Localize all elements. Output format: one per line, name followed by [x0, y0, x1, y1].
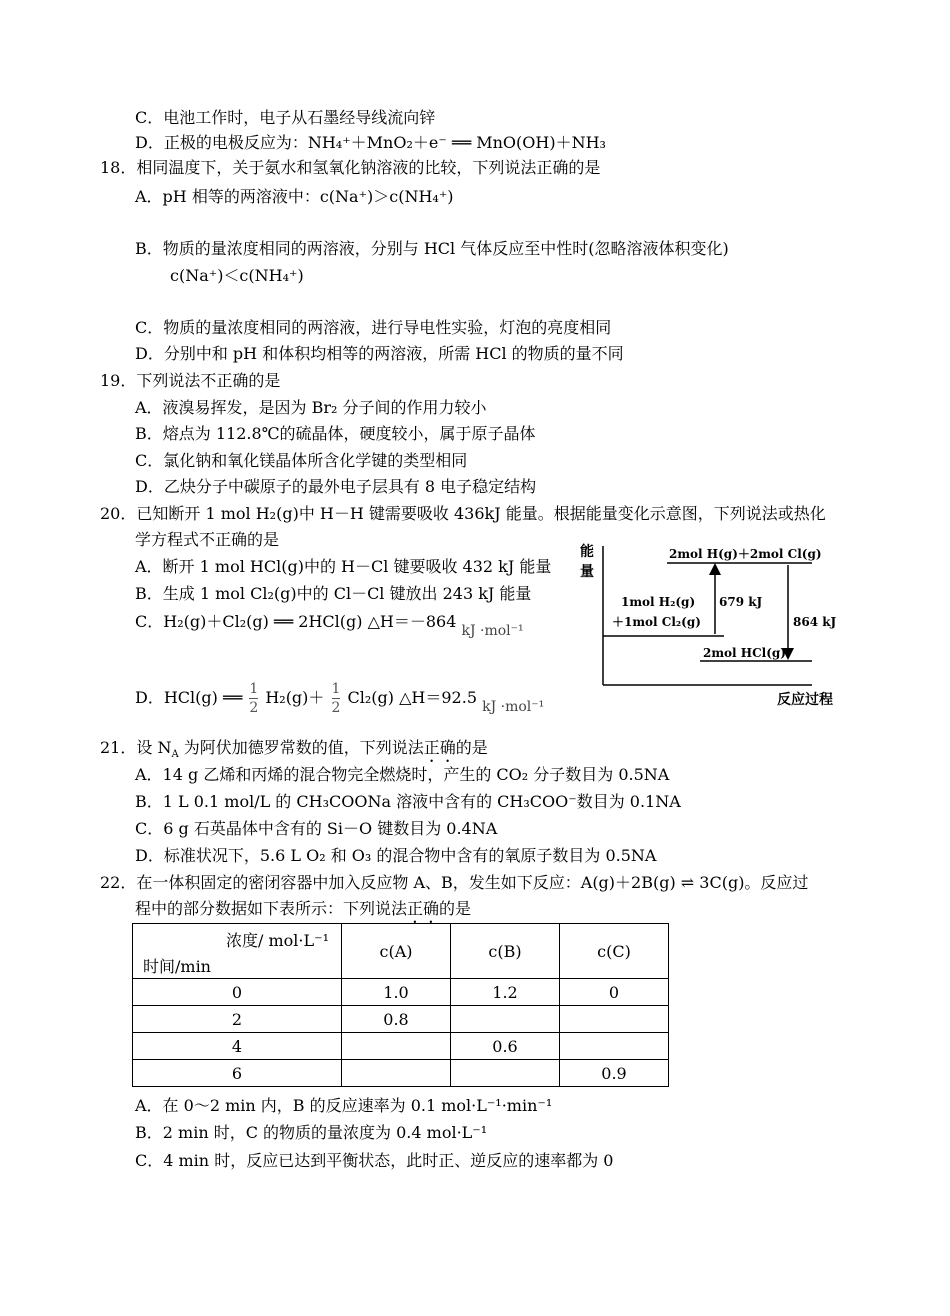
- q21-option-d: D．标准状况下，5.6 L O₂ 和 O₃ 的混合物中含有的氧原子数目为 0.5NA: [135, 846, 657, 865]
- q21-option-c: C．6 g 石英晶体中含有的 Si－O 键数目为 0.4NA: [135, 819, 498, 838]
- fraction-half: $\frac{1}{2}$: [331, 681, 341, 716]
- table-cell: 0.6: [451, 1033, 560, 1060]
- y-axis-label-1: 能: [580, 544, 594, 560]
- q21-stem: [100, 738, 488, 766]
- bottom-level-label: 2mol HCl(g): [703, 646, 786, 660]
- table-cell: 0: [133, 979, 342, 1006]
- q20-option-c-unit: kJ ·mol⁻¹: [461, 623, 524, 639]
- q21-option-a: A．14 g 乙烯和丙烯的混合物完全燃烧时，产生的 CO₂ 分子数目为 0.5NA: [135, 765, 670, 784]
- energy-diagram: [572, 536, 857, 716]
- table-cell: 1.0: [342, 979, 451, 1006]
- q21-stem-sub: A: [171, 749, 179, 761]
- q19-option-d: D．乙炔分子中碳原子的最外电子层具有 8 电子稳定结构: [135, 477, 537, 496]
- table-header-row: [133, 924, 669, 979]
- q17-option-c: C．电池工作时，电子从石墨经导线流向锌: [135, 108, 436, 127]
- table-cell: [342, 1060, 451, 1087]
- table-cell: 2: [133, 1006, 342, 1033]
- q19-option-b: B．熔点为 112.8℃的硫晶体，硬度较小，属于原子晶体: [135, 424, 536, 443]
- q20-option-c-equation: C．H₂(g)＋Cl₂(g) ══ 2HCl(g) △H＝－864: [135, 612, 457, 631]
- q19-option-c: C．氯化钠和氧化镁晶体所含化学键的类型相同: [135, 451, 468, 470]
- q20-option-a: A．断开 1 mol HCl(g)中的 H－Cl 键要吸收 432 kJ 能量: [135, 557, 552, 576]
- q21-stem-mid: 为阿伏加德罗常数的值，下列说法: [178, 738, 424, 757]
- q20-option-d-post: Cl₂(g) △H＝92.5: [342, 688, 477, 707]
- up-arrow-label: 679 kJ: [719, 595, 763, 609]
- q19-option-a: A．液溴易挥发，是因为 Br₂ 分子间的作用力较小: [135, 398, 487, 417]
- q22-stem-line1: 22．在一体积固定的密闭容器中加入反应物 A、B，发生如下反应：A(g)＋2B(g) ⇌ 3C(g)。反应过: [100, 873, 809, 892]
- corner-bottom-label: 时间/min: [143, 957, 211, 976]
- q18-option-b-expr: c(Na⁺)＜c(NH₄⁺): [170, 266, 304, 285]
- x-axis-label: 反应过程: [777, 692, 833, 708]
- table-cell: [451, 1006, 560, 1033]
- middle-level-label-2: ＋1mol Cl₂(g): [612, 615, 701, 629]
- table-corner-cell: [133, 924, 342, 979]
- table-cell: 0.8: [342, 1006, 451, 1033]
- q18-option-a-expr: c(Na⁺)＞c(NH₄⁺): [319, 187, 454, 206]
- middle-level-label-1: 1mol H₂(g): [621, 595, 696, 609]
- q20-option-d-unit: kJ ·mol⁻¹: [482, 699, 545, 715]
- fraction-half: $\frac{1}{2}$: [249, 681, 259, 716]
- q21-stem-pre: 21．设 N: [100, 738, 172, 757]
- q18-stem: 18．相同温度下，关于氨水和氢氧化钠溶液的比较，下列说法正确的是: [100, 158, 601, 177]
- q22-option-c: C．4 min 时，反应已达到平衡状态，此时正、逆反应的速率都为 0: [135, 1151, 614, 1170]
- corner-top-label: 浓度/ mol·L⁻¹: [226, 931, 329, 950]
- q18-option-a-text: A．pH 相等的两溶液中：: [135, 187, 320, 206]
- q20-option-c: [135, 612, 524, 639]
- q18-option-a: [135, 187, 454, 207]
- q20-stem-line2: 学方程式不正确的是: [135, 530, 280, 549]
- q18-option-b: B．物质的量浓度相同的两溶液，分别与 HCl 气体反应至中性时(忽略溶液体积变化): [135, 239, 729, 258]
- table-cell: [560, 1006, 669, 1033]
- q18-option-c: C．物质的量浓度相同的两溶液，进行导电性实验，灯泡的亮度相同: [135, 318, 612, 337]
- q18-option-d: D．分别中和 pH 和体积均相等的两溶液，所需 HCl 的物质的量不同: [135, 344, 624, 363]
- q21-option-b: B．1 L 0.1 mol/L 的 CH₃COONa 溶液中含有的 CH₃COO⁻数目为 0.1NA: [135, 792, 681, 811]
- q22-stem-pre: 程中的部分数据如下表所示：下列说法: [135, 899, 408, 918]
- q22-option-a: A．在 0～2 min 内，B 的反应速率为 0.1 mol·L⁻¹·min⁻¹: [135, 1096, 553, 1115]
- column-header: c(C): [560, 924, 669, 979]
- table-cell: 0.9: [560, 1060, 669, 1087]
- table-cell: 0: [560, 979, 669, 1006]
- table-row: [133, 1033, 669, 1060]
- table-cell: 1.2: [451, 979, 560, 1006]
- q22-stem-post: 的是: [439, 899, 472, 918]
- concentration-table: [132, 923, 669, 1087]
- q20-option-d-mid: H₂(g)＋: [260, 688, 330, 707]
- table-cell: 4: [133, 1033, 342, 1060]
- column-header: c(B): [451, 924, 560, 979]
- q17-option-d: D．正极的电极反应为：NH₄⁺＋MnO₂＋e⁻ ══ MnO(OH)＋NH₃: [135, 133, 606, 152]
- table-cell: [342, 1033, 451, 1060]
- table-row: [133, 979, 669, 1006]
- table-cell: 6: [133, 1060, 342, 1087]
- table-cell: [451, 1060, 560, 1087]
- q20-option-b: B．生成 1 mol Cl₂(g)中的 Cl－Cl 键放出 243 kJ 能量: [135, 584, 532, 603]
- emphasis-text: 正确: [423, 738, 456, 757]
- column-header: c(A): [342, 924, 451, 979]
- table-cell: [560, 1033, 669, 1060]
- q21-stem-post: 的是: [455, 738, 488, 757]
- table-row: [133, 1060, 669, 1087]
- q20-option-d: [135, 676, 544, 721]
- q20-stem-line1: 20．已知断开 1 mol H₂(g)中 H－H 键需要吸收 436kJ 能量。根据能量变化示意图，下列说法或热化: [100, 504, 826, 523]
- q19-stem: 19．下列说法不正确的是: [100, 371, 281, 390]
- q22-option-b: B．2 min 时，C 的物质的量浓度为 0.4 mol·L⁻¹: [135, 1123, 488, 1142]
- top-level-label: 2mol H(g)＋2mol Cl(g): [669, 547, 822, 561]
- table-row: [133, 1006, 669, 1033]
- down-arrow-label: 864 kJ: [793, 615, 837, 629]
- y-axis-label-2: 量: [580, 564, 594, 580]
- emphasis-text: 正确: [407, 899, 440, 918]
- q20-option-d-pre: D．HCl(g) ══: [135, 688, 248, 707]
